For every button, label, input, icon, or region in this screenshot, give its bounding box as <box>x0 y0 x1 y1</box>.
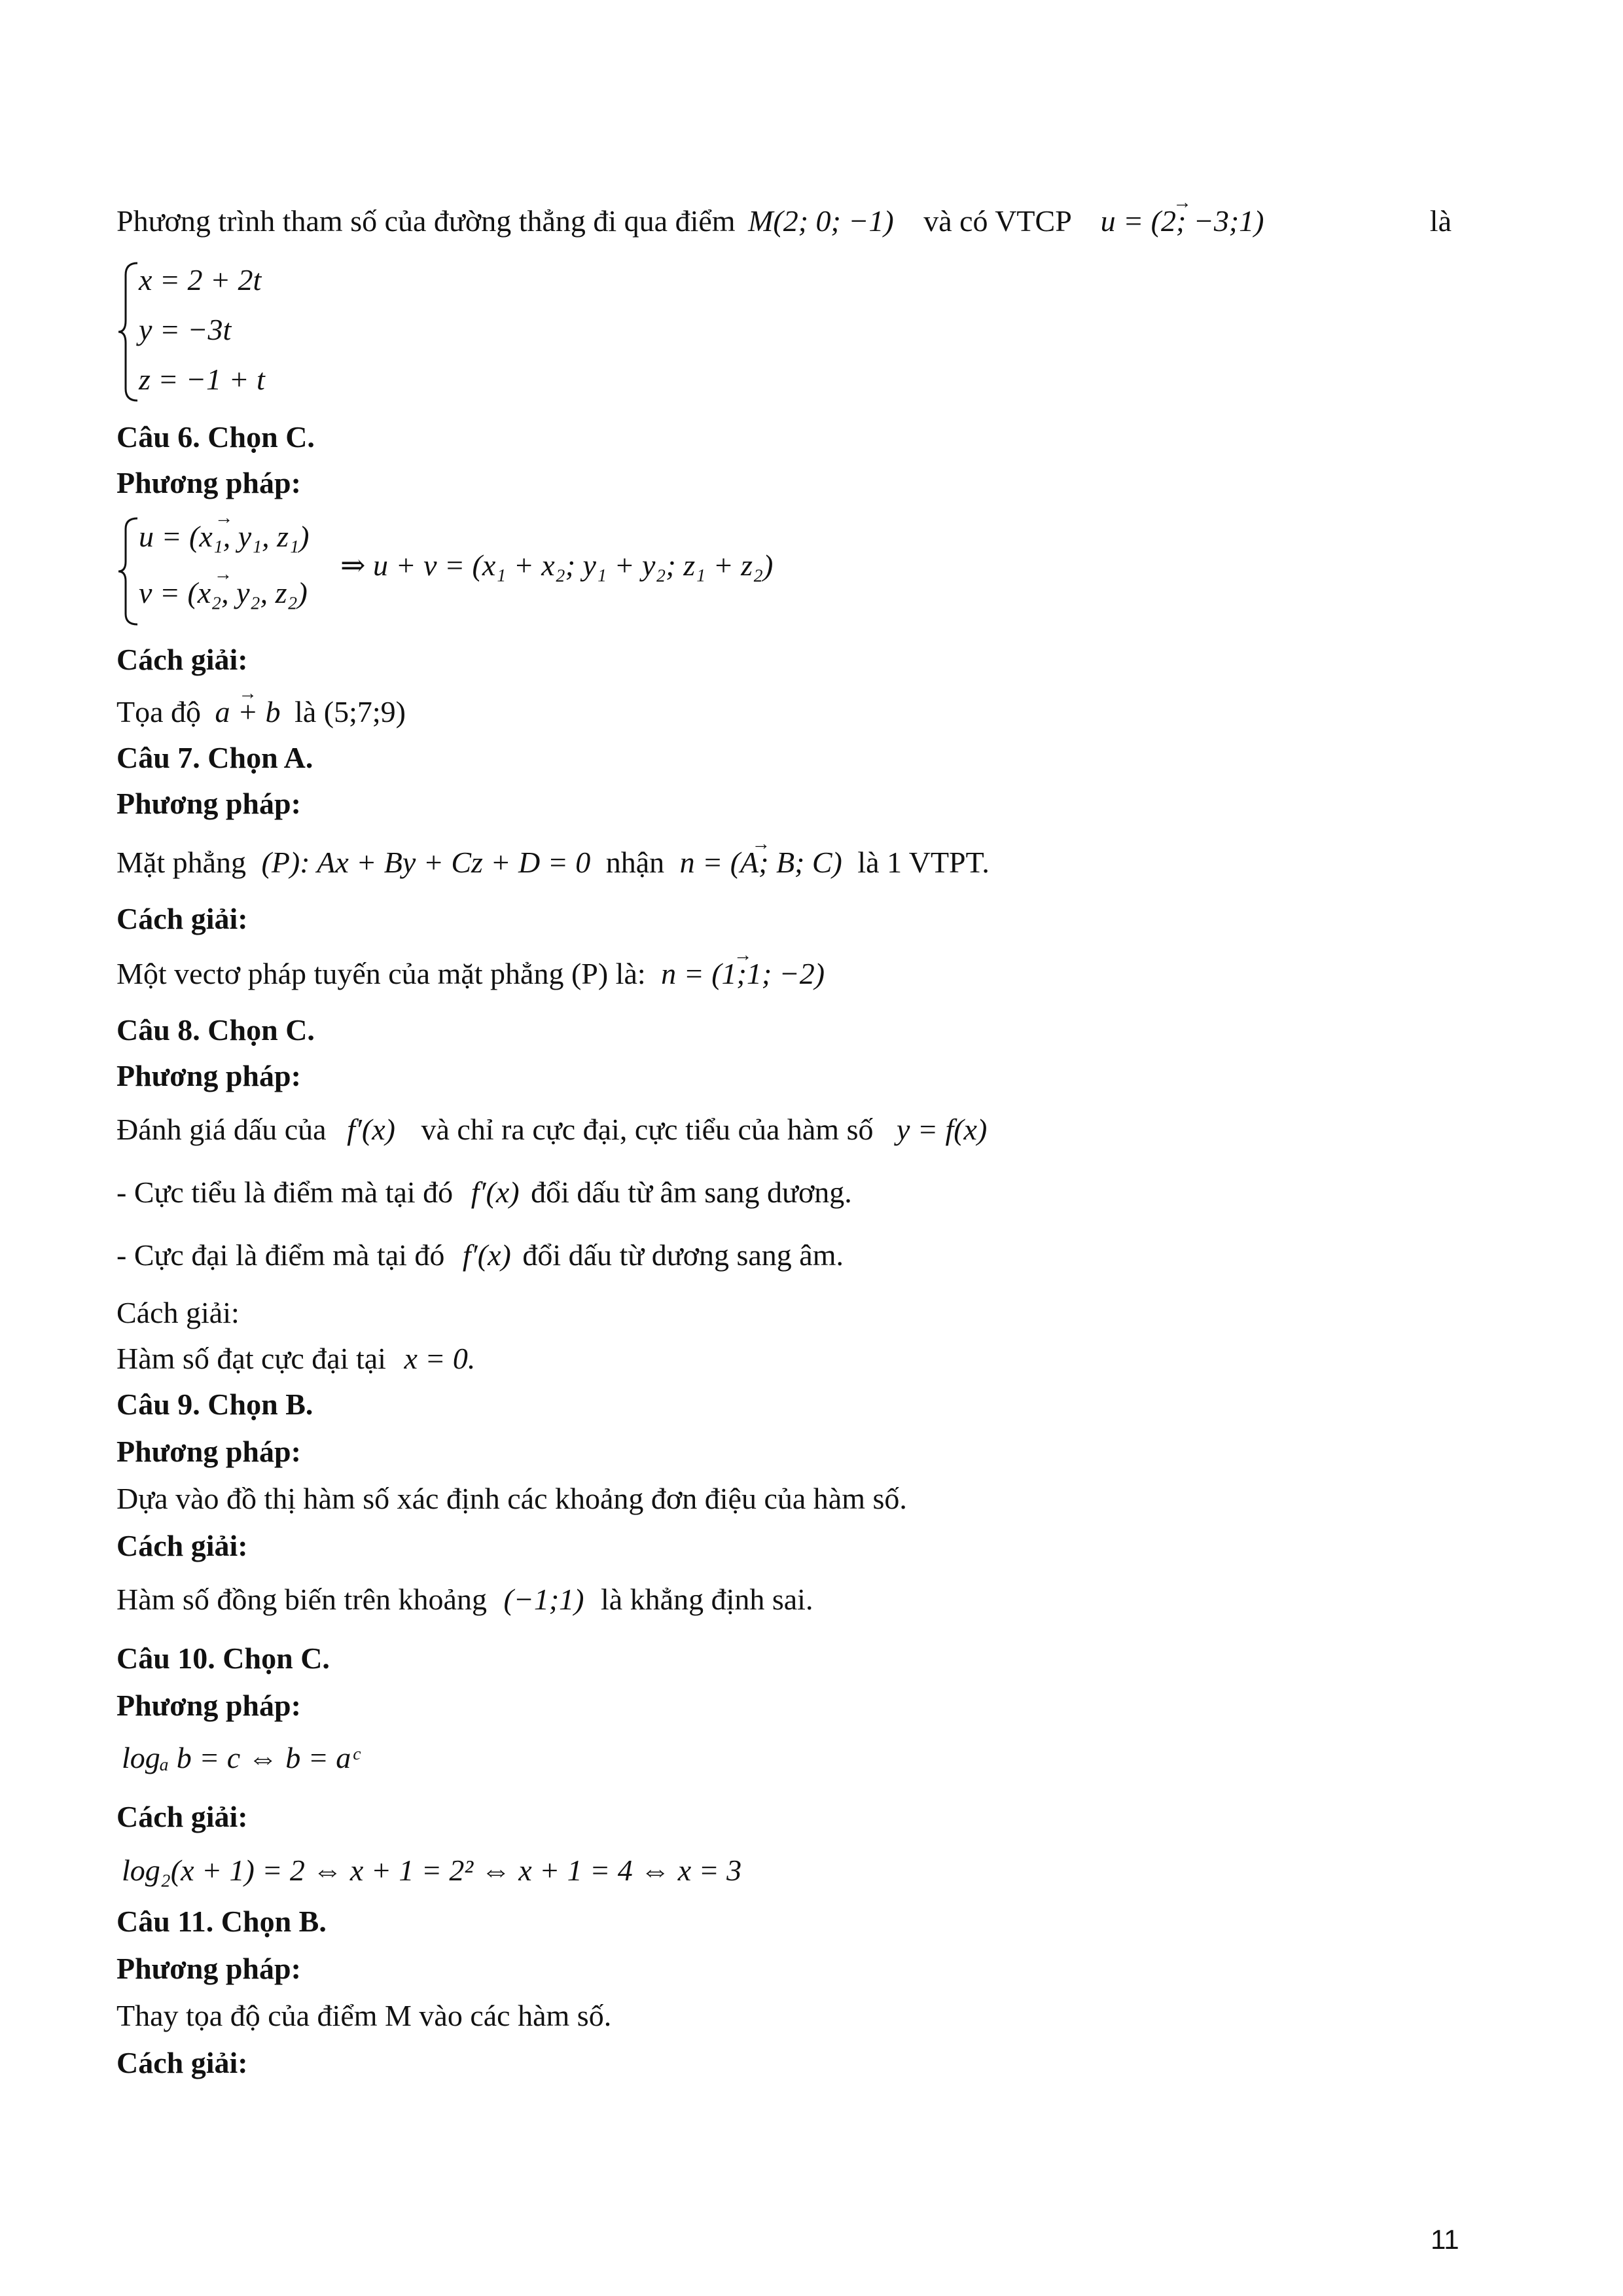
q7-m-post: là 1 VTPT. <box>857 846 990 879</box>
q8-l2-post: đổi dấu từ âm sang dương. <box>531 1175 852 1209</box>
q8-method-label: Phương pháp: <box>116 1059 301 1092</box>
q6-answer <box>116 695 406 730</box>
q9-title: Câu 9. Chọn B. <box>116 1388 313 1421</box>
q8-l1-mid: và chỉ ra cực đại, cực tiểu của hàm số <box>421 1113 874 1146</box>
q6-sys-v <box>139 576 308 611</box>
q6-vec-v: → v = (x₂, y₂, z₂) <box>139 576 308 611</box>
q11-solution-label: Cách giải: <box>116 2046 248 2079</box>
q6-ans-pre: Tọa độ <box>116 695 202 728</box>
q8-l3-post: đổi dấu từ dương sang âm. <box>522 1238 844 1272</box>
q8-l2-f: f′(x) <box>471 1175 520 1209</box>
q7-ans-pre: Một vectơ pháp tuyến của mặt phẳng (P) là: <box>116 957 646 990</box>
page-number: 11 <box>1431 2224 1459 2255</box>
system1-eq-x: x = 2 + 2t <box>139 263 262 296</box>
intro-point: M(2; 0; −1) <box>748 204 894 238</box>
system1-eq-z: z = −1 + t <box>139 363 265 396</box>
q8-l1-pre: Đánh giá dấu của <box>116 1113 327 1146</box>
intro-text: Phương trình tham số của đường thẳng đi qua điểm <box>116 204 736 238</box>
q6-sum: ⇒ u + v = (x₁ + x₂; y₁ + y₂; z₁ + z₂) <box>340 548 774 582</box>
q7-solution-label: Cách giải: <box>116 902 248 935</box>
q7-m-pre: Mặt phẳng <box>116 846 247 879</box>
q7-method-label: Phương pháp: <box>116 787 301 820</box>
intro-vector: → u = (2; −3;1) <box>1101 204 1264 239</box>
q8-ans-pre: Hàm số đạt cực đại tại <box>116 1342 386 1375</box>
q6-sys-u <box>139 520 309 554</box>
q8-method-line1 <box>116 1113 987 1147</box>
q7-ans-vec: → n = (1;1; −2) <box>661 957 825 992</box>
q9-method-text: Dựa vào đồ thị hàm số xác định các khoảng đơn điệu của hàm số. <box>116 1482 907 1515</box>
q10-method-formula: logₐ b = c ⇔ b = aᶜ <box>122 1741 359 1774</box>
q7-m-vec: → n = (A; B; C) <box>680 846 842 880</box>
q10-method-label: Phương pháp: <box>116 1689 301 1722</box>
intro-end: là <box>1429 204 1452 238</box>
q8-l3-pre: - Cực đại là điểm mà tại đó <box>116 1238 445 1272</box>
q10-answer-formula: log₂(x + 1) = 2 ⇔ x + 1 = 2² ⇔ x + 1 = 4 ⇔ x = 3 <box>122 1854 742 1887</box>
q8-l2-pre: - Cực tiểu là điểm mà tại đó <box>116 1175 454 1209</box>
q7-m-mid: nhận <box>605 846 665 879</box>
q7-m-eq: (P): Ax + By + Cz + D = 0 <box>261 846 591 879</box>
q9-ans-pre: Hàm số đồng biến trên khoảng <box>116 1583 487 1616</box>
q9-ans-int: (−1;1) <box>503 1583 584 1616</box>
q9-method-label: Phương pháp: <box>116 1435 301 1468</box>
q6-ans-vec: → a + b <box>215 695 281 730</box>
intro-mid: và có VTCP <box>923 204 1071 238</box>
q10-title: Câu 10. Chọn C. <box>116 1641 330 1675</box>
q11-method-text: Thay tọa độ của điểm M vào các hàm số. <box>116 1999 612 2032</box>
q8-title: Câu 8. Chọn C. <box>116 1013 315 1047</box>
q7-answer <box>116 957 825 992</box>
q9-answer <box>116 1583 813 1617</box>
q7-title: Câu 7. Chọn A. <box>116 741 313 774</box>
q8-solution-label: Cách giải: <box>116 1296 240 1329</box>
q8-l1-f: f′(x) <box>347 1113 395 1146</box>
system1-eq-y: y = −3t <box>139 313 232 346</box>
q8-l1-eq: y = f(x) <box>897 1113 988 1146</box>
q6-title: Câu 6. Chọn C. <box>116 420 315 454</box>
q9-ans-post: là khẳng định sai. <box>600 1583 813 1616</box>
intro-line <box>116 204 1452 239</box>
q11-title: Câu 11. Chọn B. <box>116 1905 327 1938</box>
q8-l3-f: f′(x) <box>462 1238 511 1272</box>
q8-ans-eq: x = 0. <box>404 1342 476 1375</box>
q6-vec-u: → u = (x₁, y₁, z₁) <box>139 520 309 554</box>
q7-method-text <box>116 846 990 880</box>
q6-method-label: Phương pháp: <box>116 466 301 499</box>
q8-method-line3 <box>116 1238 844 1273</box>
q6-ans-post: là (5;7;9) <box>294 695 406 728</box>
q10-solution-label: Cách giải: <box>116 1800 248 1833</box>
q8-method-line2 <box>116 1175 852 1210</box>
q11-method-label: Phương pháp: <box>116 1952 301 1985</box>
q6-solution-label: Cách giải: <box>116 643 248 676</box>
q9-solution-label: Cách giải: <box>116 1529 248 1562</box>
q8-answer <box>116 1342 475 1376</box>
